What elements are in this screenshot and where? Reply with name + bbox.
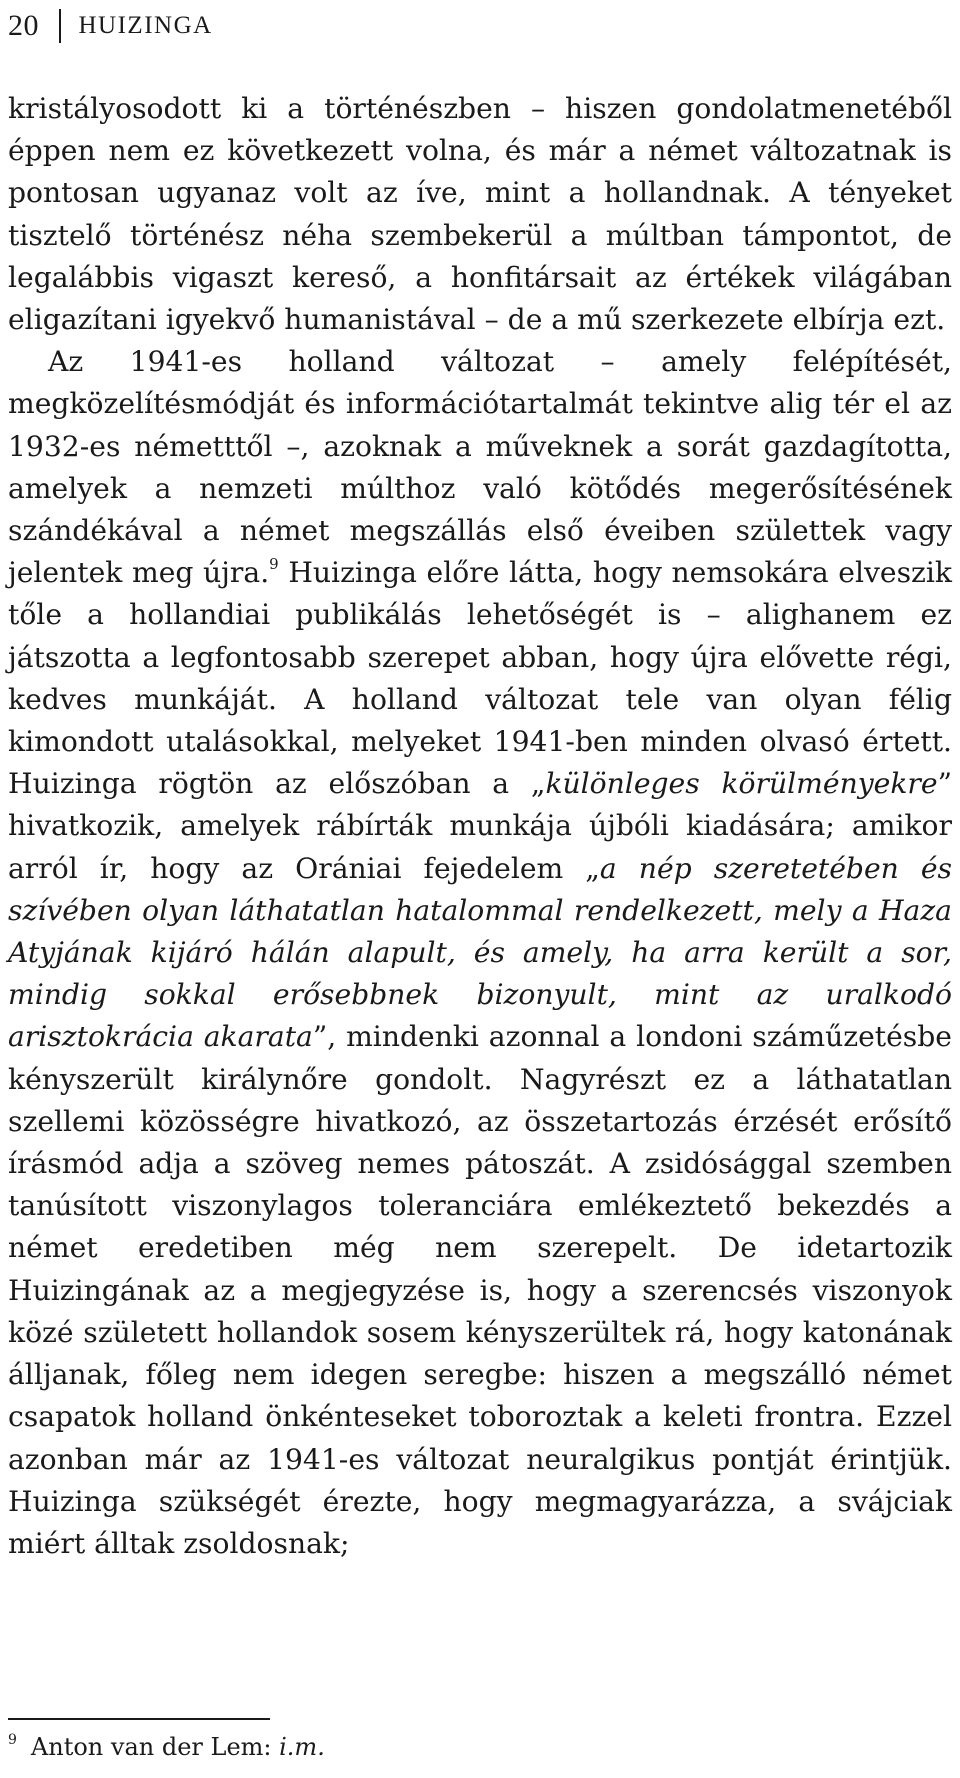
paragraph-text: ”, mindenki azonnal a londoni száműzetésbe kényszerült királynőre gondolt. Nagyrészt ez a láthatatlan szellemi közösségre hivatkozó, az összetartozás érzését erősítő írásmód adja a szöveg nemes pátoszát. A zsidósággal szemben tanúsított viszonylagos toleranciára emlékeztető bekezdés a német eredetiben még nem szerepelt. De idetartozik Huizingának az a megjegyzése is, hogy a szerencsés viszonyok közé született hollandok sosem kényszerültek rá, hogy katonának álljanak, főleg nem idegen seregbe: hiszen a megszálló német csapatok holland önkénteseket toboroztak a keleti frontra. Ezzel azonban már az 1941-es változat neuralgikus pontját érintjük. Huizinga szükségét érezte, hogy megmagyarázza, a svájciak miért álltak zsoldosnak; xyxy=(8,1020,952,1560)
footnote-number: 9 xyxy=(8,1732,17,1748)
footnote-separator xyxy=(8,1718,270,1720)
running-head xyxy=(8,6,213,46)
body-text xyxy=(8,88,952,1565)
italic-quotation: különleges körülményekre xyxy=(545,767,938,801)
paragraph xyxy=(8,341,952,1565)
page-number: 20 xyxy=(8,9,39,42)
paragraph-text: Huizinga előre látta, hogy nemsokára elveszik tőle a hollandiai publikálás lehetőségét is – alighanem ez játszotta a legfontosabb szerepet abban, hogy újra elővette régi, kedves munkáját. A holland változat tele van olyan félig kimondott utalásokkal, melyeket 1941-ben minden olvasó értett. Huizinga rögtön az előszóban a „ xyxy=(8,556,952,801)
italic-quotation: a nép szeretetében és szívében olyan láthatatlan hatalommal rendelkezett, mely a Haza Atyjának kijáró hálán alapult, és amely, ha arra került a sor, mindig sokkal erősebbnek bizonyult, mint az uralkodó arisztokrácia akarata xyxy=(8,851,953,1054)
paragraph-text: ” hivatkozik, amelyek rábírták munkája újbóli kiadására; amikor arról ír, hogy az Orániai fejedelem „ xyxy=(8,767,952,885)
running-title: HUIZINGA xyxy=(78,12,213,39)
paragraph-text: Az 1941-es holland változat – amely felépítését, megközelítésmódját és információtartalmát tekintve alig tér el az 1932-es németttől –, azoknak a műveknek a sorát gazdagította, amelyek a nemzeti múlthoz való kötődés megerősítésének szándékával a német megszállás első éveiben születtek vagy jelentek meg újra. xyxy=(8,345,952,590)
footnote-italic: i.m. xyxy=(279,1733,325,1761)
footnote-reference[interactable]: 9 xyxy=(269,555,279,574)
footnote-text: Anton van der Lem: xyxy=(30,1733,280,1761)
footnote xyxy=(8,1730,325,1764)
header-divider xyxy=(59,9,61,43)
paragraph-continued: kristályosodott ki a történészben – hiszen gondolatmenetéből éppen nem ez következett volna, és már a német változatnak is pontosan ugyanaz volt az íve, mint a hollandnak. A tényeket tisztelő történész néha szembekerül a múltban támpontot, de legalábbis vigaszt kereső, a honfitársait az értékek világában eligazítani igyekvő humanistával – de a mű szerkezete elbírja ezt. xyxy=(8,92,952,337)
